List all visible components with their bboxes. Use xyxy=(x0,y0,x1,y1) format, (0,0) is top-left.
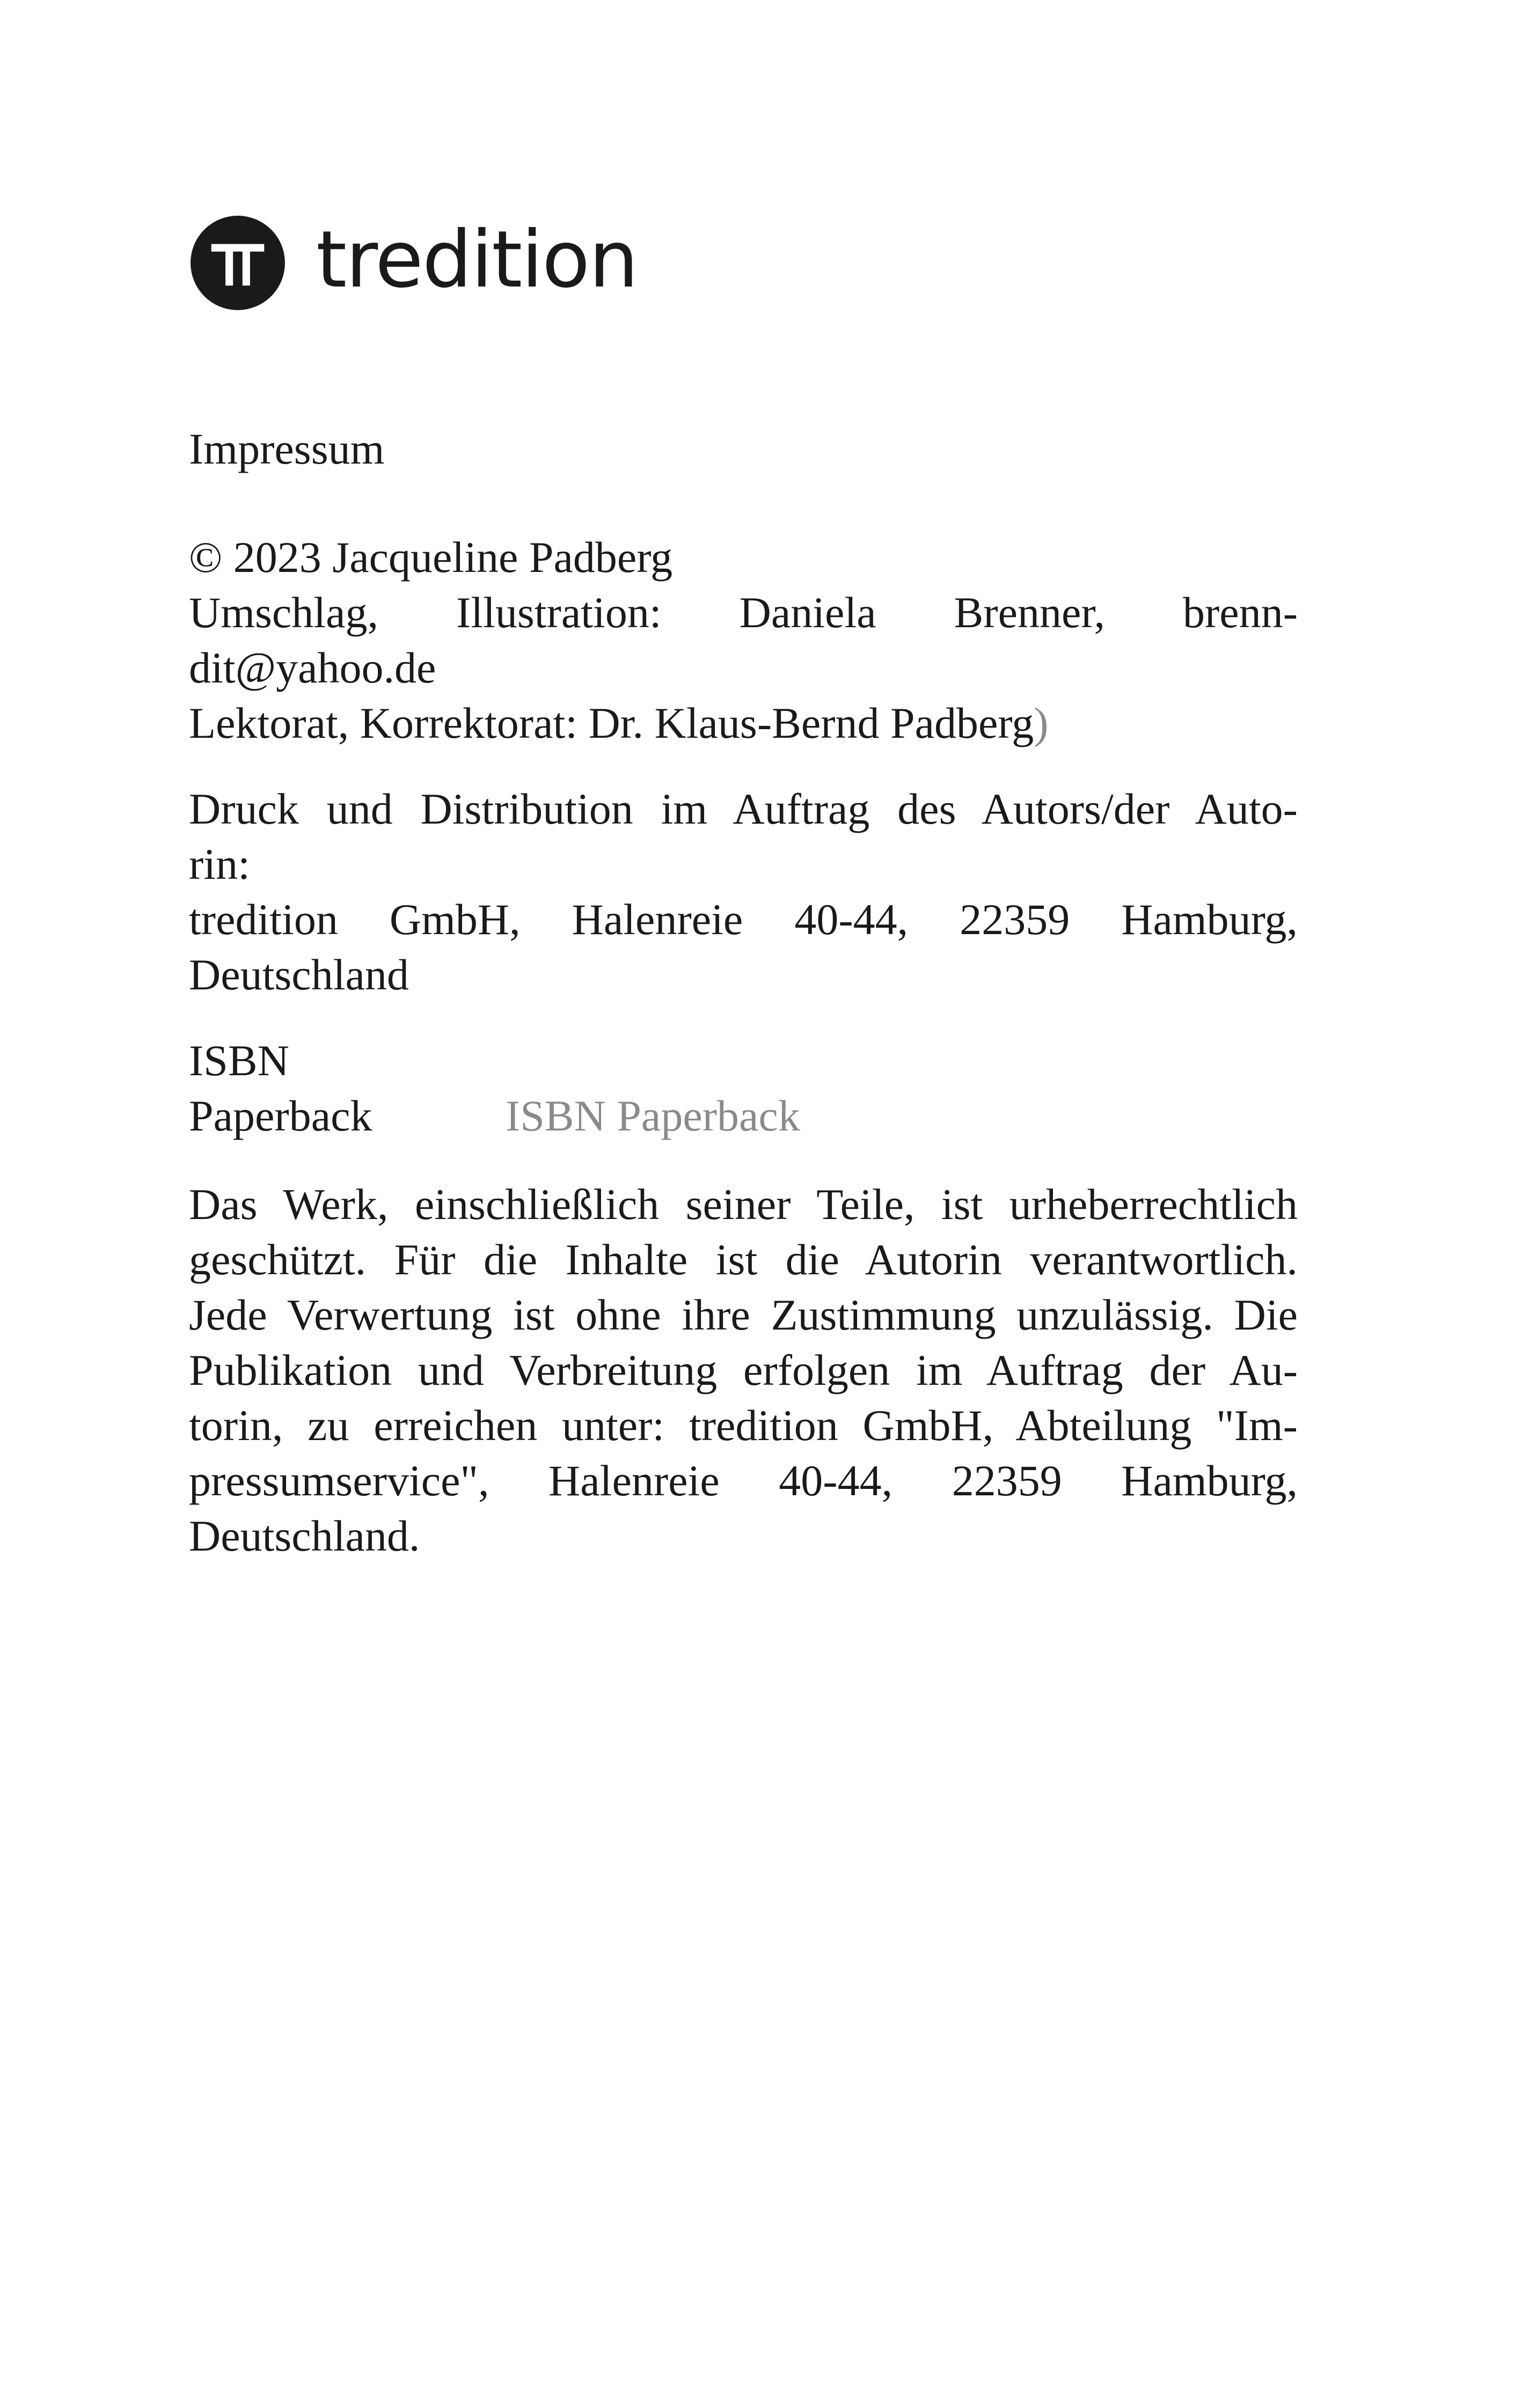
distribution-block xyxy=(189,781,1298,1002)
imprint-page xyxy=(189,421,1298,1563)
legal-line-1: Das Werk, einschließlich seiner Teile, ist urheberrechtlich xyxy=(189,1180,1298,1229)
legal-line-4: Publikation und Verbreitung erfolgen im Auftrag der Au- xyxy=(189,1346,1298,1394)
tredition-logo-icon xyxy=(191,216,285,310)
credits-block xyxy=(189,530,1298,751)
publisher-name: tredition xyxy=(316,214,638,305)
distribution-line-2: rin: xyxy=(189,840,250,889)
legal-line-6: pressumservice", Halenreie 40-44, 22359 Hamburg, xyxy=(189,1456,1298,1505)
editing-credit-text: Lektorat, Korrektorat: Dr. Klaus-Bernd Padberg xyxy=(189,699,1034,747)
isbn-label: ISBN xyxy=(189,1036,289,1085)
distribution-line-3: tredition GmbH, Halenreie 40-44, 22359 Hamburg, xyxy=(189,895,1298,944)
legal-line-2: geschützt. Für die Inhalte ist die Autorin verantwortlich. xyxy=(189,1235,1298,1284)
cover-credit-line: Umschlag, Illustration: Daniela Brenner, brenn- xyxy=(189,588,1298,637)
cover-credit-email: dit@yahoo.de xyxy=(189,643,436,692)
legal-line-7: Deutschland. xyxy=(189,1511,420,1560)
legal-line-3: Jede Verwertung ist ohne ihre Zustimmung unzulässig. Die xyxy=(189,1290,1298,1339)
copyright-line: © 2023 Jacqueline Padberg xyxy=(189,533,673,582)
isbn-format-label: Paperback xyxy=(189,1091,372,1140)
distribution-line-1: Druck und Distribution im Auftrag des Autors/der Auto- xyxy=(189,784,1298,833)
publisher-logo xyxy=(191,216,638,310)
isbn-row xyxy=(189,1088,1298,1143)
imprint-heading: Impressum xyxy=(189,424,385,473)
editing-credit-line xyxy=(189,695,1298,751)
isbn-value-placeholder: ISBN Paperback xyxy=(506,1091,800,1140)
legal-notice xyxy=(189,1177,1298,1563)
editing-credit-bracket: ) xyxy=(1034,699,1049,747)
isbn-block xyxy=(189,1033,1298,1143)
legal-line-5: torin, zu erreichen unter: tredition GmbH, Abteilung "Im- xyxy=(189,1401,1298,1450)
distribution-line-4: Deutschland xyxy=(189,950,409,999)
